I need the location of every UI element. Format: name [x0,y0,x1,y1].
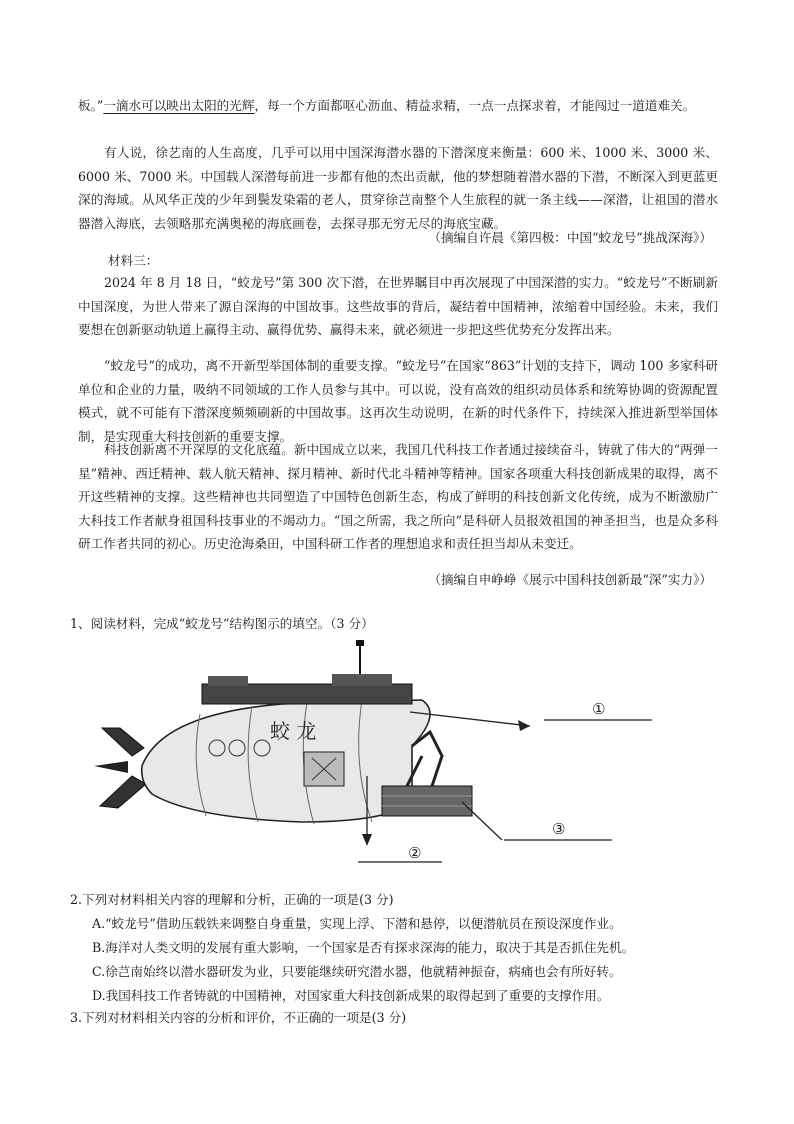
arrow-icon [362,834,372,846]
arrow-icon [518,720,530,731]
blank-3-label: ③ [552,820,566,838]
question-2: 2.下列对材料相关内容的理解和分析，正确的一项是(3 分) [70,892,394,907]
question-3: 3.下列对材料相关内容的分析和评价，不正确的一项是(3 分) [70,1010,407,1025]
pointer-1 [410,700,652,731]
material-3-label: 材料三： [108,253,159,268]
source-citation-1: （摘编自许晨《第四极：中国“蛟龙号”挑战深海》） [428,230,712,245]
paragraph-5: 科技创新离不开深厚的文化底蕴。新中国成立以来，我国几代科技工作者通过接续奋斗，铸就了伟大的“两弹一星”精神、西迁精神、载人航天精神、探月精神、新时代北斗精神等精神。国家各项重大科技创新成果的取得，离不开这些精神的支撑。这些精神也共同塑造了中国特色创新生态，构成了鲜明的科技创新文化传统，成为不断激励广大科技工作者献身祖国科技事业的不竭动力。“国之所需，我之所向”是科研人员报效祖国的神圣担当，也是众多科研工作者共同的初心。历史沧海桑田，中国科研工作者的理想追求和责任担当却从未变迁。 [78,442,718,552]
p1-rest: ，每一个方面都呕心沥血、精益求精，一点一点探求着，才能闯过一道道难关。 [254,98,696,113]
question-2-option-c[interactable]: C.徐芑南始终以潜水器研发为业，只要能继续研究潜水器，他就精神振奋，病痛也会有所好转。 [92,964,622,979]
paragraph-3: 2024 年 8 月 18 日，“蛟龙号”第 300 次下潜，在世界瞩目中再次展现了中国深潜的实力。“蛟龙号”不断刷新中国深度，为世人带来了源自深海的中国故事。这些故事的背后，凝结着中国精神，浓缩着中国经验。未来，我们要想在创新驱动轨道上赢得主动、赢得优势、赢得未来，就必须进一步把这些优势充分发挥出来。 [78,275,718,338]
paragraph-2: 有人说，徐艺南的人生高度，几乎可以用中国深海潜水器的下潜深度来衡量：600 米、1000 米、3000 米、6000 米、7000 米。中国载人深潜每前进一步都有他的杰出贡献，他的梦想随着潜水器的下潜，不断深入到更蓝更深的海域。从风华正茂的少年到鬓发染霜的老人，贯穿徐芑南整个人生旅程的就一条主线——深潜，让祖国的潜水器潜入海底，去领略那充满奥秘的海底画卷，去探寻那无穷无尽的海底宝藏。 [78,145,718,231]
p1-underlined-text: 一滴水可以映出太阳的光辉 [103,98,255,113]
question-2-option-d[interactable]: D.我国科技工作者铸就的中国精神，对国家重大科技创新成果的取得起到了重要的支撑作用。 [92,988,610,1003]
hull-label: 蛟 龙 [270,719,317,743]
p1-head: 板。” [78,98,104,113]
source-citation-2: （摘编自申峥峥《展示中国科技创新最“深”实力》） [428,572,712,587]
submersible-figure [82,636,682,876]
pointer-3 [462,802,612,840]
blank-1-label: ① [592,700,606,718]
paragraph-1 [78,94,718,118]
question-1: 1、阅读材料，完成“蛟龙号”结构图示的填空。（3 分） [70,616,374,631]
paragraph-4: “蛟龙号”的成功，离不开新型举国体制的重要支撑。“蛟龙号”在国家“863”计划的支持下，调动 100 多家科研单位和企业的力量，吸纳不同领域的工作人员参与其中。可以说，没有高效的组织动员体系和统筹协调的资源配置模式，就不可能有下潜深度频频刷新的中国故事。这再次生动说明，在新的时代条件下，持续深入推进新型举国体制，是实现重大科技创新的重要支撑。 [78,358,718,444]
blank-2-label: ② [408,844,422,862]
question-2-option-b[interactable]: B.海洋对人类文明的发展有重大影响，一个国家是否有探求深海的能力，取决于其是否抓住先机。 [92,940,635,955]
question-2-option-a[interactable]: A.“蛟龙号”借助压载铁来调整自身重量，实现上浮、下潜和悬停，以便潜航员在预设深度作业。 [92,916,622,931]
